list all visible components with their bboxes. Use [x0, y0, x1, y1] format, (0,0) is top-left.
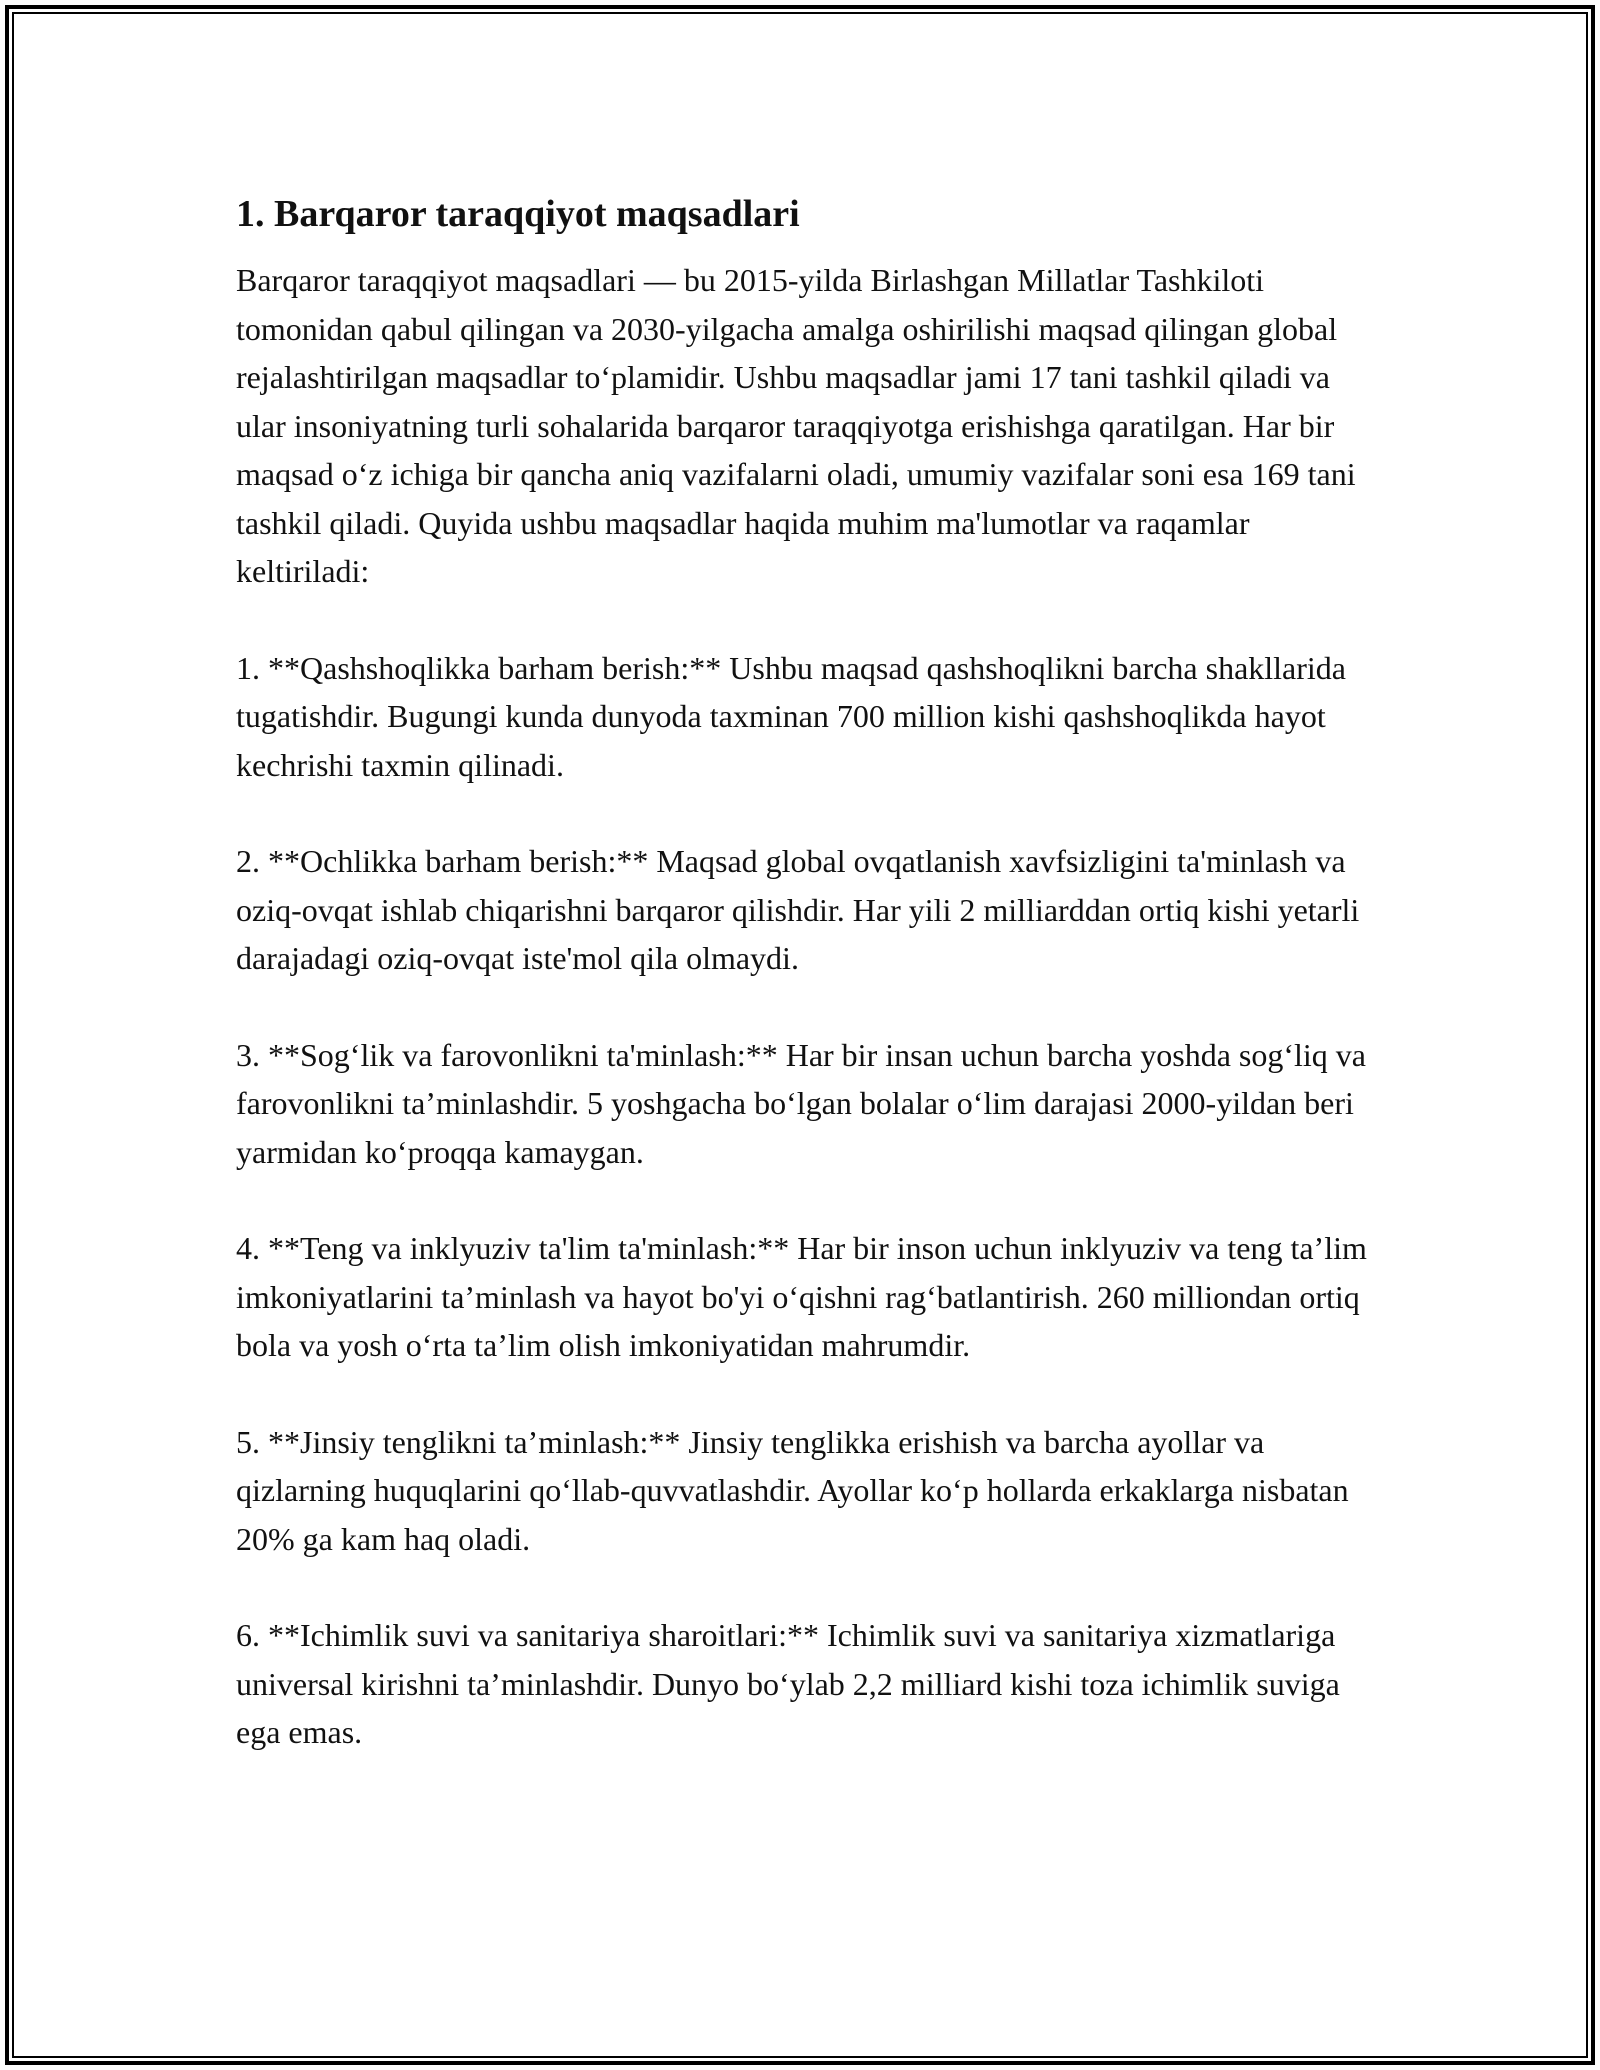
goal-item-6: 6. **Ichimlik suvi va sanitariya sharoitlari:** Ichimlik suvi va sanitariya xizmatlariga universal kirishni ta’minlashdir. Dunyo bo‘ylab 2,2 milliard kishi toza ichimlik suviga ega emas. — [236, 1617, 1340, 1750]
document-body — [236, 190, 1376, 1805]
section-title: 1. Barqaror taraqqiyot maqsadlari — [236, 193, 800, 235]
goal-item-2: 2. **Ochlikka barham berish:** Maqsad global ovqatlanish xavfsizligini ta'minlash va oziq-ovqat ishlab chiqarishni barqaror qilishdir. Har yili 2 milliarddan ortiq kishi yetarli darajadagi oziq-ovqat iste'mol qila olmaydi. — [236, 843, 1360, 976]
goal-item-3: 3. **Sog‘lik va farovonlikni ta'minlash:** Har bir insan uchun barcha yoshda sog‘liq va farovonlikni ta’minlashdir. 5 yoshgacha bo‘lgan bolalar o‘lim darajasi 2000-yildan beri yarmidan ko‘proqqa kamaygan. — [236, 1036, 1366, 1170]
intro-paragraph: Barqaror taraqqiyot maqsadlari — bu 2015-yilda Birlashgan Millatlar Tashkiloti tomonidan qabul qilingan va 2030-yilgacha amalga oshirilishi maqsad qilingan global rejalashtirilgan maqsadlar to‘plamidir. Ushbu maqsadlar jami 17 tani tashkil qiladi va ular insoniyatning turli sohalarida barqaror taraqqiyotga erishishga qaratilgan. Har bir maqsad o‘z ichiga bir qancha aniq vazifalarni oladi, umumiy vazifalar soni esa 169 tani tashkil qiladi. Quyida ushbu maqsadlar haqida muhim ma'lumotlar va raqamlar keltiriladi: — [236, 262, 1356, 589]
goal-item-4: 4. **Teng va inklyuziv ta'lim ta'minlash:** Har bir inson uchun inklyuziv va teng ta’lim imkoniyatlarini ta’minlash va hayot bo'yi o‘qishni rag‘batlantirish. 260 milliondan ortiq bola va yosh o‘rta ta’lim olish imkoniyatidan mahrumdir. — [236, 1230, 1367, 1363]
goal-item-5: 5. **Jinsiy tenglikni ta’minlash:** Jinsiy tenglikka erishish va barcha ayollar va qizlarning huquqlarini qo‘llab-quvvatlashdir. Ayollar ko‘p hollarda erkaklarga nisbatan 20% ga kam haq oladi. — [236, 1423, 1349, 1557]
goal-item-1: 1. **Qashshoqlikka barham berish:** Ushbu maqsad qashshoqlikni barcha shakllarida tugatishdir. Bugungi kunda dunyoda taxminan 700 million kishi qashshoqlikda hayot kechrishi taxmin qilinadi. — [236, 649, 1346, 783]
